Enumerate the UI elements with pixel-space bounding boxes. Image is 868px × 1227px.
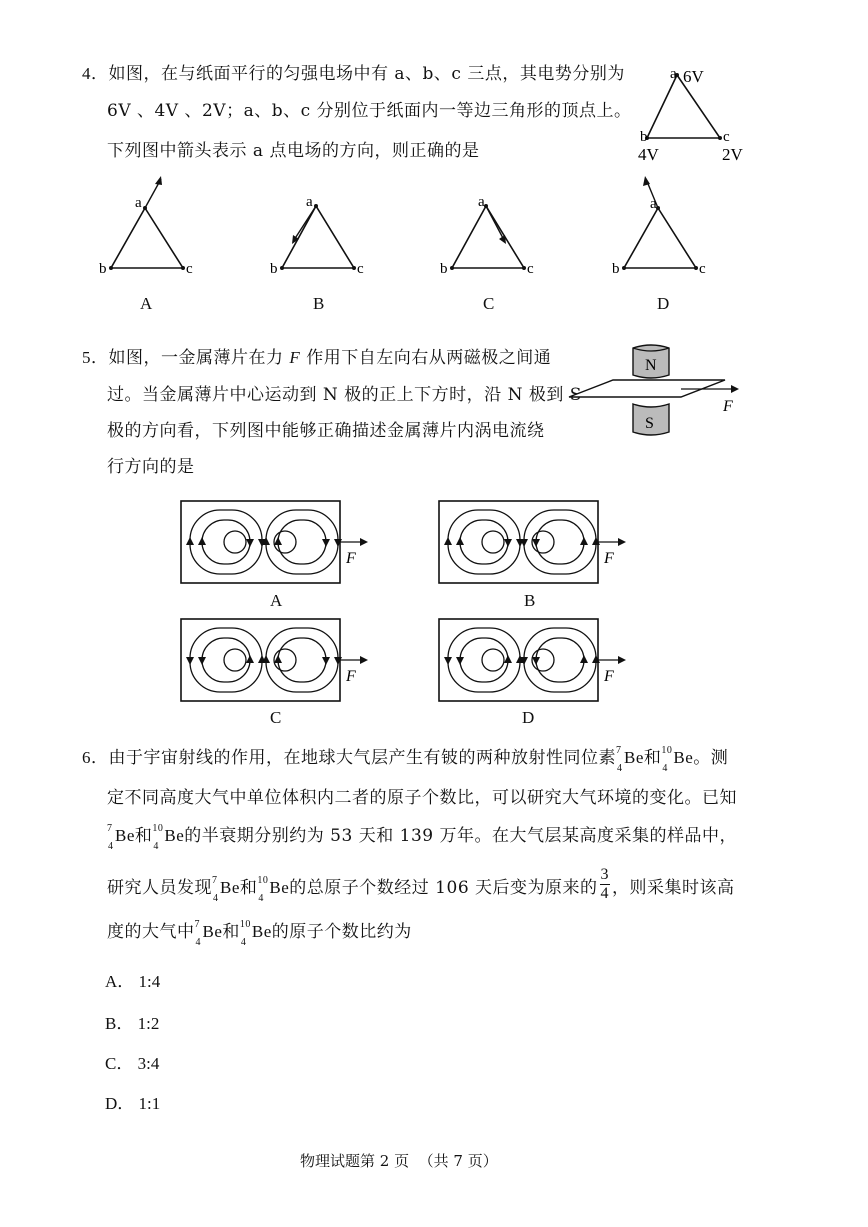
q5-number: 5． — [82, 348, 109, 367]
q4-option-b-figure — [268, 172, 378, 282]
q5-text-2: 过。当金属薄片中心运动到 N 极的正上下方时，沿 N 极到 S — [107, 385, 582, 405]
q5-option-b-label: B — [524, 591, 536, 610]
q4-option-a-figure — [95, 172, 205, 282]
svg-text:b: b — [440, 261, 448, 277]
q4-number: 4． — [82, 64, 109, 83]
isotope-be10: 10 4 Be — [152, 823, 185, 852]
q5-option-d-label: D — [522, 708, 535, 727]
magnet-north-label: N — [645, 357, 657, 374]
q4-line-1 — [82, 64, 625, 84]
isotope-be7: 7 4 Be — [194, 919, 223, 948]
q5-text-1a: 如图，一金属薄片在力 — [108, 348, 290, 368]
q6-text-4a: 研究人员发现 — [107, 878, 212, 898]
q5-text-4: 行方向的是 — [107, 457, 195, 477]
magnet-south-label: S — [645, 415, 654, 432]
ref-label-c: c — [723, 129, 730, 145]
svg-text:c: c — [527, 261, 534, 277]
q5-option-a-figure — [180, 500, 380, 586]
q6-text-2: 定不同高度大气中单位体积内二者的原子个数比，可以研究大气环境的变化。已知 — [107, 788, 737, 808]
q6-text-4c: 的总原子个数经过 106 天后变为原来的 — [289, 878, 598, 898]
q4-option-d-figure — [612, 172, 722, 282]
force-label-c: F — [346, 668, 356, 685]
q5-option-c-figure — [180, 618, 380, 704]
force-label-a: F — [346, 550, 356, 567]
q4-option-b-label: B — [313, 294, 325, 313]
arrow-icon — [731, 385, 739, 393]
svg-text:a: a — [478, 194, 485, 210]
svg-text:c: c — [699, 261, 706, 277]
svg-text:b: b — [612, 261, 620, 277]
q6-text-5a: 度的大气中 — [107, 922, 195, 942]
q6-text-1c: 。测 — [693, 748, 729, 768]
q6-text-3: 的半衰期分别约为 53 天和 139 万年。在大气层某高度采集的样品中， — [184, 826, 737, 846]
q4-option-d-label: D — [657, 294, 670, 313]
q4-text-3: 下列图中箭头表示 a 点电场的方向，则正确的是 — [107, 141, 480, 161]
q6-choice-a: A． 1:4 — [105, 972, 161, 991]
q6-line-4: 研究人员发现 7 4 Be和 10 4 Be的总原子个数经过 106 天后变为原来的 $\frac{3}{4}$ ，则采集时该高 — [107, 866, 735, 904]
svg-text:b: b — [270, 261, 278, 277]
ref-label-6v: 6V — [683, 67, 704, 86]
q4-option-c-figure — [440, 172, 550, 282]
isotope-be7: 7 4 Be — [212, 875, 240, 904]
q5-option-c-label: C — [270, 708, 282, 727]
q6-choice-d: D． 1:1 — [105, 1094, 161, 1113]
q6-number: 6． — [82, 748, 109, 767]
force-label-b: F — [604, 550, 614, 567]
fraction-three-quarters: $\frac{3}{4}$ — [600, 866, 610, 902]
svg-text:a: a — [135, 195, 142, 211]
svg-text:a: a — [650, 196, 657, 212]
q6-text-1b: 和 — [643, 748, 662, 768]
isotope-be10: 10 4 Be — [661, 745, 694, 774]
ref-label-4v: 4V — [638, 145, 659, 164]
svg-text:b: b — [99, 261, 107, 277]
q5-magnet-figure — [565, 340, 745, 450]
ref-label-b: b — [640, 129, 648, 145]
q6-text-1a: 由于宇宙射线的作用，在地球大气层产生有铍的两种放射性同位素 — [108, 748, 616, 768]
q5-fig-force: F — [723, 398, 733, 415]
q5-option-d-figure — [438, 618, 638, 704]
q4-text-1: 如图，在与纸面平行的匀强电场中有 a、b、c 三点，其电势分别为 — [108, 64, 625, 84]
isotope-be10: 10 4 Be — [239, 919, 272, 948]
svg-text:a: a — [306, 194, 313, 210]
q4-option-a-label: A — [140, 294, 153, 313]
svg-text:c: c — [186, 261, 193, 277]
q6-choice-b: B． 1:2 — [105, 1014, 160, 1033]
q6-choice-c: C． 3:4 — [105, 1054, 160, 1073]
isotope-be7: 7 4 Be — [616, 745, 644, 774]
arrow-icon — [155, 176, 162, 185]
q6-text-5c: 的原子个数比约为 — [271, 922, 412, 942]
isotope-be7: 7 4 Be — [107, 823, 135, 852]
q5-option-b-figure — [438, 500, 638, 586]
ref-label-2v: 2V — [722, 145, 743, 164]
q4-text-2: 6V 、4V 、2V；a、b、c 分别位于纸面内一等边三角形的顶点上。 — [107, 101, 632, 121]
q4-reference-figure — [630, 62, 750, 170]
ref-label-a: a — [670, 66, 677, 82]
force-label-d: F — [604, 668, 614, 685]
q5-line-1 — [82, 348, 551, 368]
q6-line-5: 度的大气中 7 4 Be和 10 4 Be的原子个数比约为 — [107, 919, 412, 948]
q6-line-1 — [82, 745, 729, 774]
isotope-be10: 10 4 Be — [257, 875, 290, 904]
q5-text-1b: 作用下自左向右从两磁极之间通 — [300, 348, 552, 368]
page-footer: 物理试题第 2 页 （共 7 页） — [300, 1152, 498, 1170]
q5-option-a-label: A — [270, 591, 283, 610]
q4-option-c-label: C — [483, 294, 495, 313]
q6-text-4d: ，则采集时该高 — [612, 878, 735, 898]
q5-force-symbol: F — [289, 348, 301, 367]
q5-text-3: 极的方向看，下列图中能够正确描述金属薄片内涡电流绕 — [107, 421, 545, 441]
q6-line-3: 7 4 Be和 10 4 Be的半衰期分别约为 53 天和 139 万年。在大气层某高度采集的样品中， — [107, 823, 737, 852]
svg-text:c: c — [357, 261, 364, 277]
